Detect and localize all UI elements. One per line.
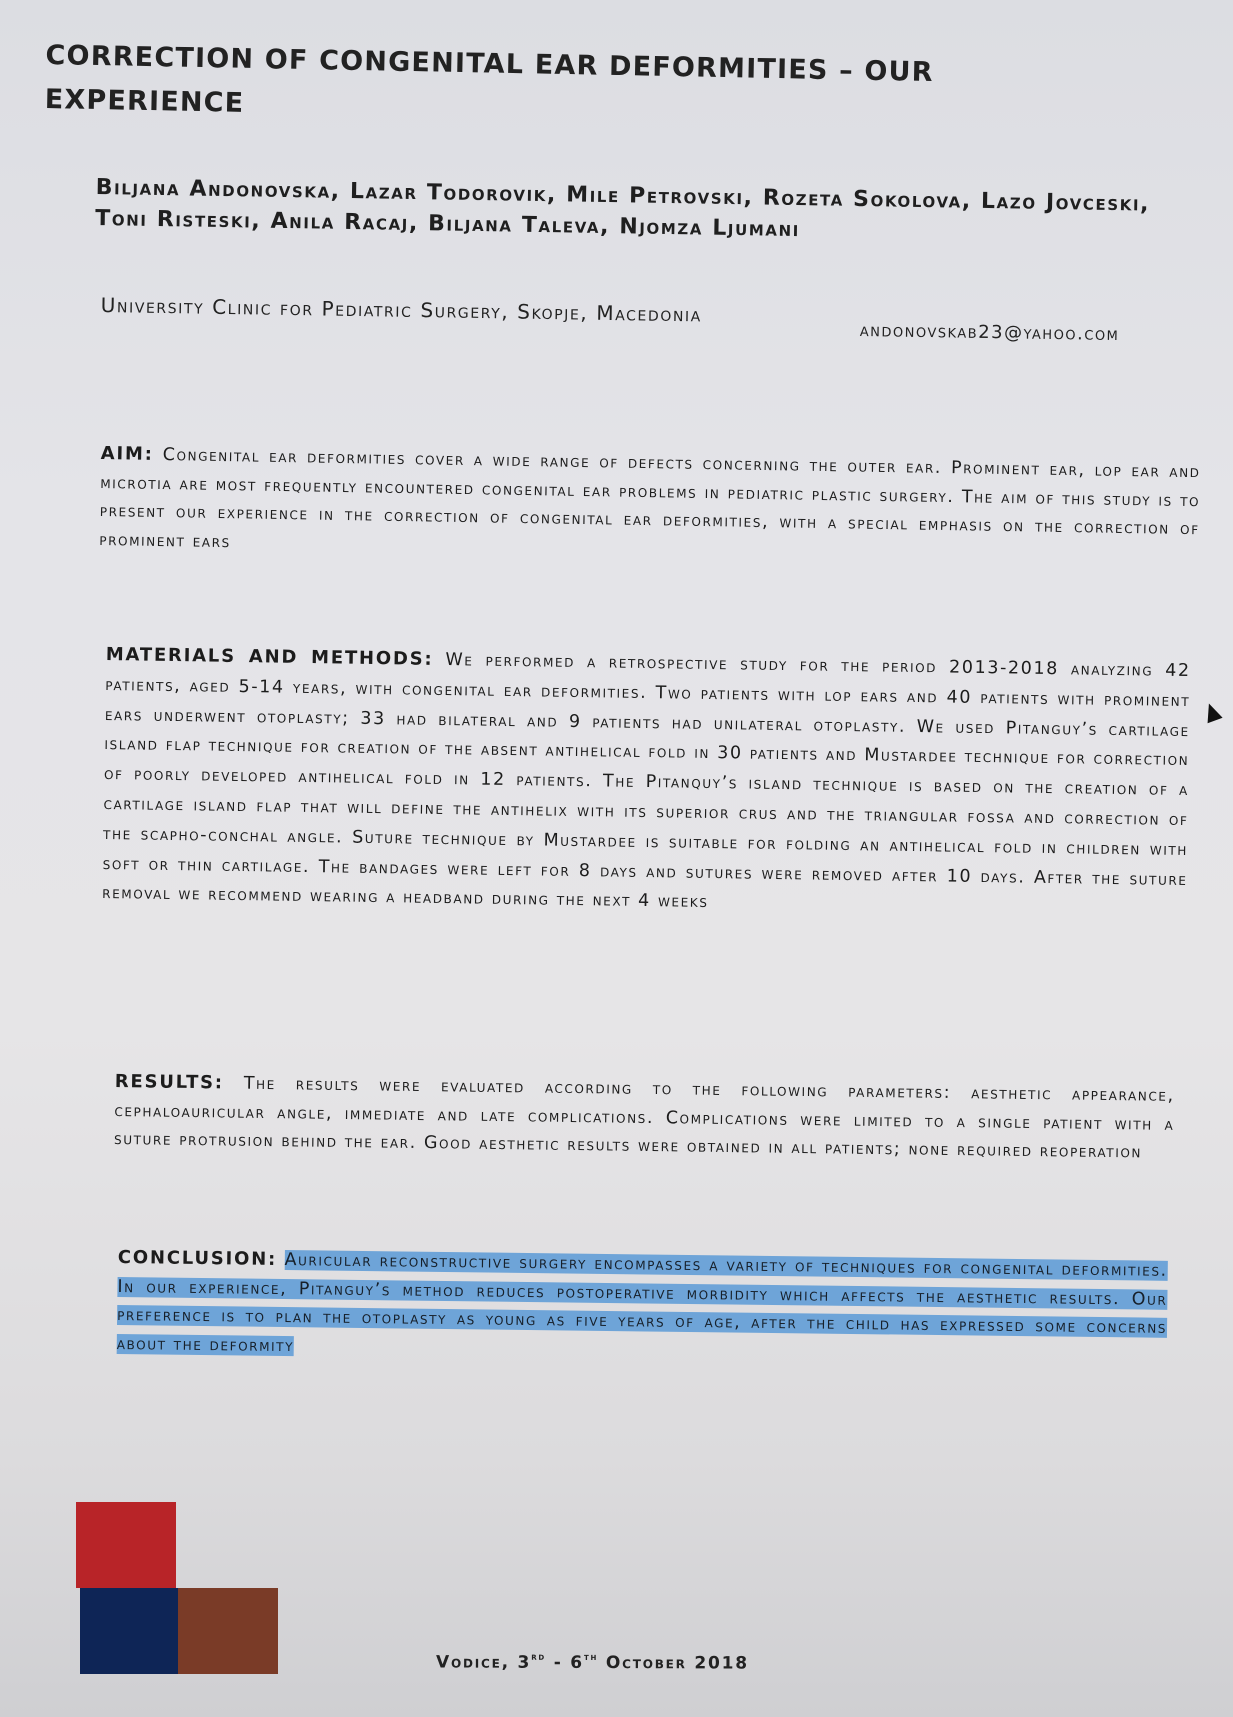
- conclusion-section[interactable]: [117, 1244, 1168, 1371]
- methods-text: We performed a retrospective study for the period 2013-2018 analyzing 42 patients, aged 5-14 years, with congenital ear deformities. Two patients with lop ears and 40 patients with prominent ears underwent otoplasty; 33 had bilateral and 9 patients had unilateral otoplasty. We used Pitanguy’s cartilage island flap technique for creation of the absent antihelical fold in 30 patients and Mustardee technique for correction of poorly developed antihelical fold in 12 patients. The Pitanquy’s island technique is based on the creation of a cartilage island flap that will define the antihelix with its superior crus and the triangular fossa and correction of the scapho-conchal angle. Suture technique by Mustardee is suitable for folding an antihelical fold in children with soft or thin cartilage. The bandages were left for 8 days and sutures were removed after 10 days. After the suture removal we recommend wearing a headband during the next 4 weeks: [102, 649, 1191, 913]
- footer-sup-th: th: [583, 1651, 599, 1664]
- conference-logo: [76, 1502, 278, 1674]
- methods-section: [102, 640, 1191, 925]
- paper-title: CORRECTION OF CONGENITAL EAR DEFORMITIES – OUR EXPERIENCE: [44, 39, 934, 119]
- methods-label: MATERIALS AND METHODS:: [105, 643, 434, 670]
- author-list: Biljana Andonovska, Lazar Todorovik, Mile Petrovski, Rozeta Sokolova, Lazo Jovceski, Toni Risteski, Anila Racaj, Biljana Taleva, Njomza Ljumani: [95, 174, 1151, 243]
- logo-red-square: [76, 1502, 176, 1588]
- conference-footer: [436, 1651, 749, 1673]
- logo-brown-square: [178, 1588, 278, 1674]
- mouse-pointer-icon: [1201, 701, 1222, 723]
- logo-navy-square: [80, 1588, 180, 1674]
- aim-label: AIM:: [100, 442, 154, 465]
- footer-date: October 2018: [598, 1653, 749, 1674]
- aim-section: [99, 440, 1201, 572]
- results-label: RESULTS:: [114, 1070, 225, 1094]
- results-text: The results were evaluated according to the following parameters: aesthetic appearance, cephaloauricular angle, immediate and late complications. Complications were limited to a single patient with a suture protrusion behind the ear. Good aesthetic results were obtained in all patients; none required reoperation: [113, 1073, 1175, 1163]
- footer-place: Vodice, 3: [435, 1652, 532, 1673]
- conclusion-label: CONCLUSION:: [117, 1246, 278, 1270]
- footer-dash: - 6: [545, 1652, 584, 1673]
- footer-sup-rd: rd: [531, 1651, 547, 1663]
- author-email[interactable]: andonovskab23@yahoo.com: [859, 320, 1120, 346]
- aim-text: Congenital ear deformities cover a wide range of defects concerning the outer ear. Prominent ear, lop ear and microtia are most frequently encountered congenital ear problems in pediatric plastic surgery. The aim of this study is to present our experience in the correction of congenital ear deformities, with a special emphasis on the correction of prominent ears: [99, 444, 1201, 552]
- affiliation: University Clinic for Pediatric Surgery, Skopje, Macedonia: [100, 292, 703, 327]
- results-section: [114, 1068, 1175, 1167]
- selected-text-highlight[interactable]: Auricular reconstructive surgery encompasses a variety of techniques for congenital deformities. In our experience, Pitanguy’s method reduces postoperative morbidity which affects the aesthetic results. Our preference is to plan the otoplasty as young as five years of age, after the child has expressed some concerns about the deformity: [116, 1250, 1168, 1356]
